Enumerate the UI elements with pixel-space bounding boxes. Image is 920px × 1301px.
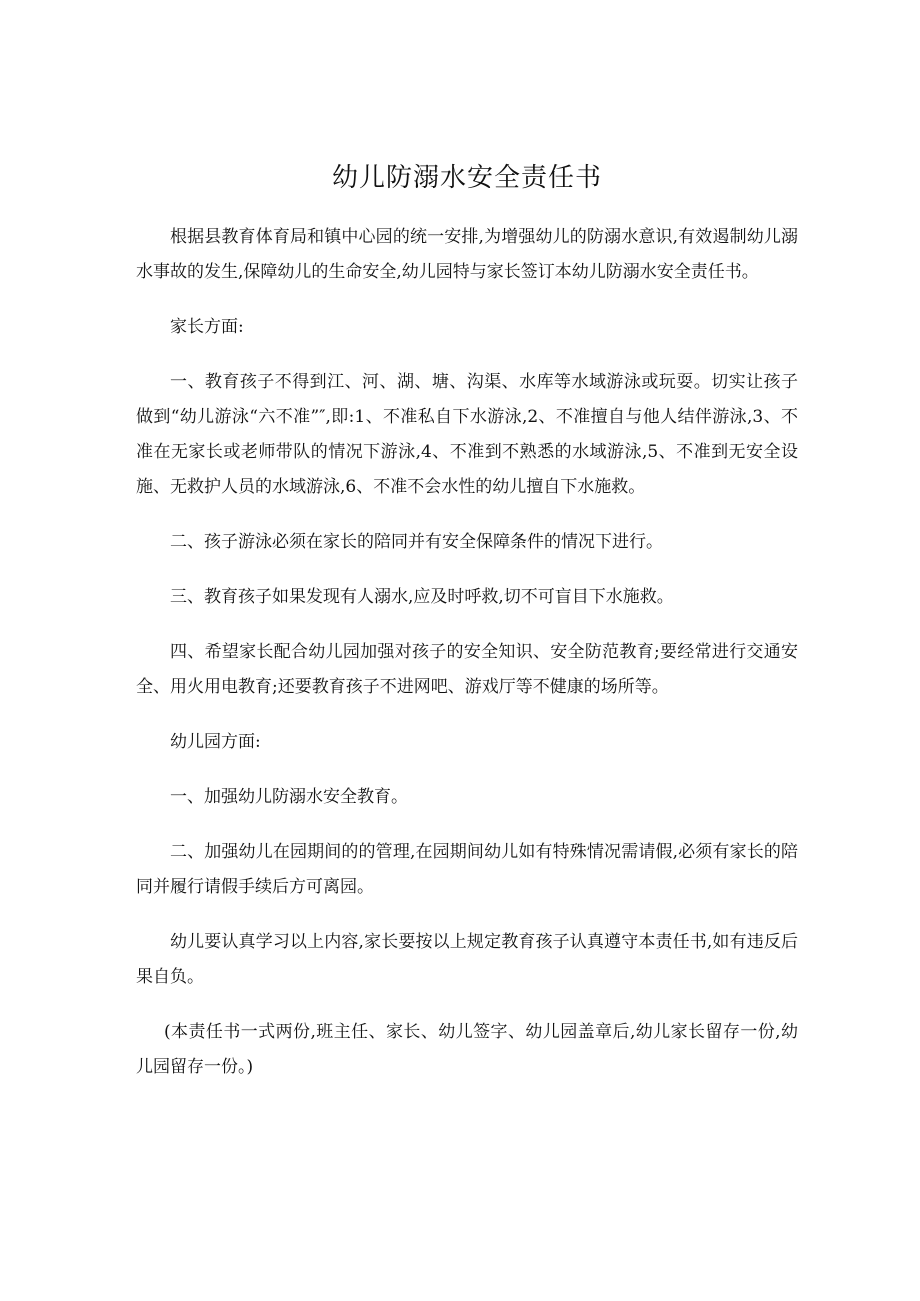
parents-item-1: 一、教育孩子不得到江、河、湖、塘、沟渠、水库等水域游泳或玩耍。切实让孩子做到“幼儿游泳“六不准”″,即:1、不准私自下水游泳,2、不准擅自与他人结伴游泳,3、不准在无家长或老师带队的情况下游泳,4、不准到不熟悉的水域游泳,5、不准到无安全设施、无救护人员的水域游泳,6、不准不会水性的幼儿擅自下水施救。: [136, 372, 798, 497]
parents-item-4: 四、希望家长配合幼儿园加强对孩子的安全知识、安全防范教育;要经常进行交通安全、用火用电教育;还要教育孩子不进网吧、游戏厅等不健康的场所等。: [136, 642, 798, 697]
parents-item-2: 二、孩子游泳必须在家长的陪同并有安全保障条件的情况下进行。: [170, 532, 663, 552]
intro-paragraph: 根据县教育体育局和镇中心园的统一安排,为增强幼儿的防溺水意识,有效遏制幼儿溺水事故的发生,保障幼儿的生命安全,幼儿园特与家长签订本幼儿防溺水安全责任书。: [136, 227, 798, 282]
document-note: (本责任书一式两份,班主任、家长、幼儿签字、幼儿园盖章后,幼儿家长留存一份,幼儿园留存一份。): [136, 1022, 798, 1077]
parents-item-3: 三、教育孩子如果发现有人溺水,应及时呼救,切不可盲目下水施救。: [170, 587, 674, 607]
parents-heading: 家长方面:: [170, 317, 244, 337]
document-title: 幼儿防溺水安全责任书: [331, 163, 602, 193]
closing-paragraph: 幼儿要认真学习以上内容,家长要按以上规定教育孩子认真遵守本责任书,如有违反后果自负。: [136, 932, 798, 987]
kindergarten-heading: 幼儿园方面:: [170, 732, 261, 752]
kindergarten-item-2: 二、加强幼儿在园期间的的管理,在园期间幼儿如有特殊情况需请假,必须有家长的陪同并履行请假手续后方可离园。: [136, 842, 798, 897]
kindergarten-item-1: 一、加强幼儿防溺水安全教育。: [170, 787, 408, 807]
